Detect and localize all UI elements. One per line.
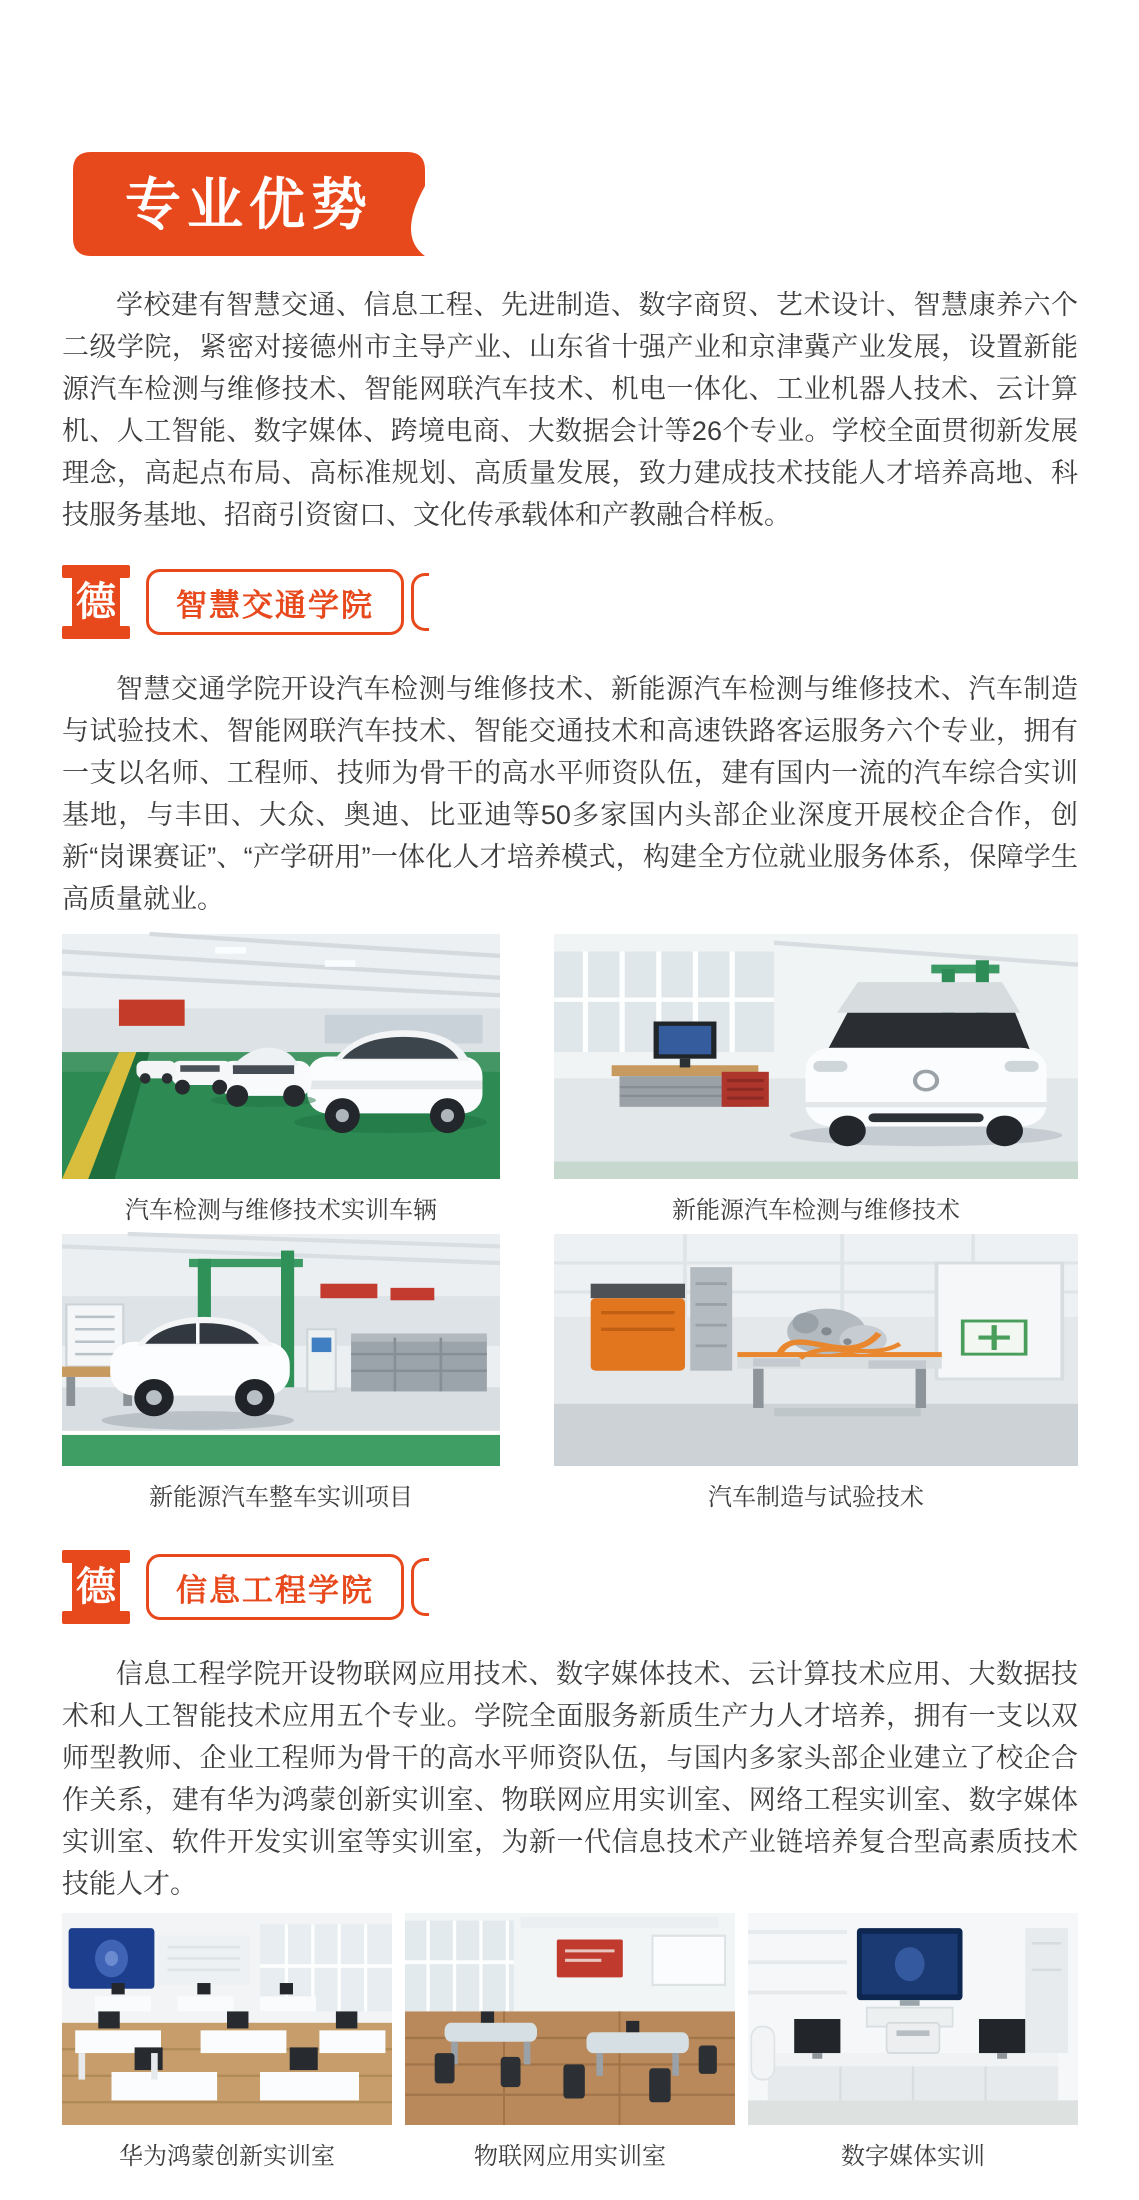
photo-card bbox=[62, 934, 500, 1234]
seal-character: 德 bbox=[76, 1565, 116, 1609]
seal-bottom-bar bbox=[62, 626, 130, 639]
photo-digital-media-lab bbox=[748, 1913, 1078, 2125]
section-title: 智慧交通学院 bbox=[176, 587, 374, 623]
photo-card bbox=[62, 1234, 500, 1521]
college-seal-icon bbox=[62, 565, 130, 639]
intro-paragraph: 学校建有智慧交通、信息工程、先进制造、数字商贸、艺术设计、智慧康养六个二级学院，紧密对接德州市主导产业、山东省十强产业和京津冀产业发展，设置新能源汽车检测与维修技术、智能网联汽车技术、机电一体化、工业机器人技术、云计算机、人工智能、数字媒体、跨境电商、大数据会计等26个专业。学校全面贯彻新发展理念，高起点布局、高标准规划、高质量发展，致力建成技术技能人才培养高地、科技服务基地、招商引资窗口、文化传承载体和产教融合样板。 bbox=[62, 290, 1078, 530]
section-header-smart-transport bbox=[62, 564, 1139, 640]
photo-ev-vehicle-training bbox=[62, 1234, 500, 1466]
photo-card bbox=[405, 1913, 735, 2180]
photo-card bbox=[554, 934, 1078, 1234]
brochure-page bbox=[0, 152, 1139, 2200]
section-title: 信息工程学院 bbox=[176, 1572, 374, 1608]
photo-harmonyos-lab bbox=[62, 1913, 392, 2125]
photo-card bbox=[62, 1913, 392, 2180]
photo-caption: 物联网应用实训室 bbox=[474, 2143, 666, 2170]
photo-caption: 新能源汽车检测与维修技术 bbox=[672, 1197, 960, 1224]
photo-caption: 汽车制造与试验技术 bbox=[708, 1484, 924, 1511]
photo-ev-inspection bbox=[554, 934, 1078, 1179]
photo-card bbox=[748, 1913, 1078, 2180]
title-bracket-decoration bbox=[411, 573, 429, 631]
college-seal-icon bbox=[62, 1550, 130, 1624]
photo-caption: 华为鸿蒙创新实训室 bbox=[119, 2143, 335, 2170]
photo-caption: 数字媒体实训 bbox=[841, 2143, 985, 2170]
photo-iot-lab bbox=[405, 1913, 735, 2125]
section-body-info-engineering: 信息工程学院开设物联网应用技术、数字媒体技术、云计算技术应用、大数据技术和人工智能技术应用五个专业。学院全面服务新质生产力人才培养，拥有一支以双师型教师、企业工程师为骨干的高水平师资队伍，与国内多家头部企业建立了校企合作关系，建有华为鸿蒙创新实训室、物联网应用实训室、网络工程实训室、数字媒体实训室、软件开发实训室等实训室，为新一代信息技术产业链培养复合型高素质技术技能人才。 bbox=[62, 1659, 1078, 1899]
seal-body bbox=[72, 570, 120, 634]
photo-vehicle-manufacturing-bench bbox=[554, 1234, 1078, 1466]
title-bracket-decoration bbox=[411, 1558, 429, 1616]
page-title-banner bbox=[73, 152, 425, 256]
photo-auto-inspection-workshop bbox=[62, 934, 500, 1179]
photo-grid-smart-transport bbox=[62, 934, 1139, 1521]
section-header-info-engineering bbox=[62, 1549, 1139, 1625]
photo-caption: 汽车检测与维修技术实训车辆 bbox=[125, 1197, 437, 1224]
seal-body bbox=[72, 1555, 120, 1619]
section-body-smart-transport: 智慧交通学院开设汽车检测与维修技术、新能源汽车检测与维修技术、汽车制造与试验技术、智能网联汽车技术、智能交通技术和高速铁路客运服务六个专业，拥有一支以名师、工程师、技师为骨干的高水平师资队伍，建有国内一流的汽车综合实训基地，与丰田、大众、奥迪、比亚迪等50多家国内头部企业深度开展校企合作，创新“岗课赛证”、“产学研用”一体化人才培养模式，构建全方位就业服务体系，保障学生高质量就业。 bbox=[62, 674, 1078, 914]
section-title-box bbox=[146, 569, 404, 635]
photo-card bbox=[554, 1234, 1078, 1521]
photo-caption: 新能源汽车整车实训项目 bbox=[149, 1484, 413, 1511]
section-title-box bbox=[146, 1554, 404, 1620]
seal-bottom-bar bbox=[62, 1611, 130, 1624]
seal-character: 德 bbox=[76, 580, 116, 624]
photo-grid-info-engineering bbox=[62, 1913, 1139, 2180]
page-title: 专业优势 bbox=[125, 173, 373, 236]
